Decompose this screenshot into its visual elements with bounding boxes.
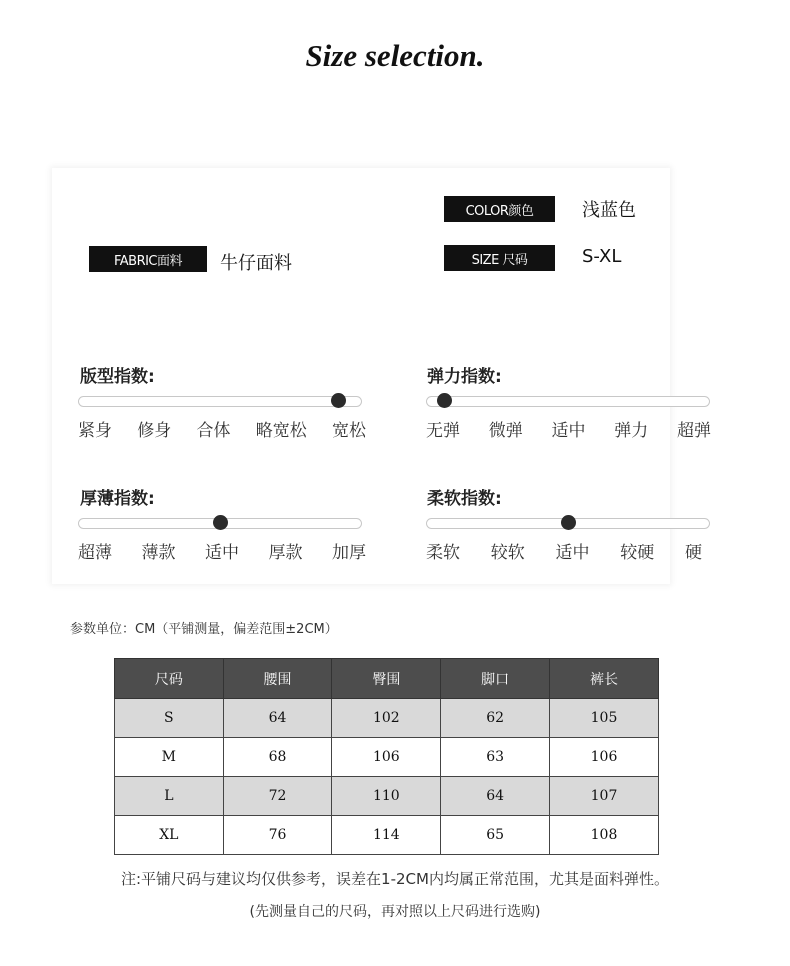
- size-tag: SIZE 尺码: [444, 245, 555, 271]
- softness-scale-knob: [561, 515, 576, 530]
- color-value: 浅蓝色: [582, 200, 636, 221]
- table-cell: 102: [332, 699, 441, 738]
- scale-label: 超薄: [78, 543, 112, 563]
- column-header: 脚口: [441, 659, 550, 699]
- table-cell: M: [115, 738, 224, 777]
- table-row: [115, 738, 659, 777]
- fit-scale-track: [78, 396, 362, 407]
- fit-scale-labels: [78, 416, 366, 441]
- table-cell: 63: [441, 738, 550, 777]
- unit-note: 参数单位：CM（平铺测量，偏差范围±2CM）: [70, 622, 338, 637]
- scale-label: 厚款: [268, 543, 303, 563]
- scale-label: 加厚: [332, 543, 366, 563]
- thickness-scale-track: [78, 518, 362, 529]
- table-cell: 64: [441, 777, 550, 816]
- column-header: 臀围: [332, 659, 441, 699]
- fit-scale-knob: [331, 393, 346, 408]
- table-cell: 64: [223, 699, 332, 738]
- table-cell: 106: [550, 738, 659, 777]
- table-row: [115, 699, 659, 738]
- scale-label: 弹力: [614, 421, 649, 441]
- footer-note: 注:平铺尺码与建议均仅供参考，误差在1-2CM内均属正常范围，尤其是面料弹性。: [121, 870, 669, 888]
- table-row: [115, 777, 659, 816]
- scale-label: 合体: [196, 421, 231, 441]
- scale-label: 超弹: [677, 421, 711, 441]
- scale-label: 微弹: [488, 421, 523, 441]
- column-header: 尺码: [115, 659, 224, 699]
- scale-label: 柔软: [426, 543, 460, 563]
- scale-title-thickness: 厚薄指数:: [80, 489, 155, 509]
- table-cell: 107: [550, 777, 659, 816]
- table-cell: 105: [550, 699, 659, 738]
- table-cell: 106: [332, 738, 441, 777]
- scale-title-fit: 版型指数:: [80, 367, 155, 387]
- table-cell: 76: [223, 816, 332, 855]
- scale-label: 较硬: [620, 543, 655, 563]
- scale-label: 修身: [137, 421, 172, 441]
- thickness-scale-labels: [78, 538, 366, 563]
- elasticity-scale-track: [426, 396, 710, 407]
- thickness-scale-knob: [213, 515, 228, 530]
- scale-label: 适中: [555, 543, 590, 563]
- column-header: 腰围: [223, 659, 332, 699]
- table-cell: 114: [332, 816, 441, 855]
- size-value: S-XL: [582, 246, 622, 267]
- size-table: [114, 658, 659, 855]
- page-title: Size selection.: [305, 38, 485, 73]
- table-cell: 110: [332, 777, 441, 816]
- scale-label: 宽松: [332, 421, 366, 441]
- softness-scale-track: [426, 518, 710, 529]
- scale-label: 略宽松: [255, 421, 307, 441]
- table-row: [115, 816, 659, 855]
- elasticity-scale-knob: [437, 393, 452, 408]
- table-header-row: [115, 659, 659, 699]
- column-header: 裤长: [550, 659, 659, 699]
- table-cell: 65: [441, 816, 550, 855]
- fabric-tag: FABRIC面料: [89, 246, 207, 272]
- fabric-value: 牛仔面料: [220, 253, 292, 274]
- table-cell: 72: [223, 777, 332, 816]
- footer-hint: (先测量自己的尺码，再对照以上尺码进行选购): [249, 904, 541, 920]
- scale-label: 适中: [205, 543, 239, 563]
- color-tag: COLOR颜色: [444, 196, 555, 222]
- scale-label: 较软: [490, 543, 525, 563]
- table-cell: 62: [441, 699, 550, 738]
- scale-label: 紧身: [78, 421, 112, 441]
- scale-label: 适中: [551, 421, 586, 441]
- scale-label: 薄款: [141, 543, 176, 563]
- table-cell: S: [115, 699, 224, 738]
- scale-title-softness: 柔软指数:: [427, 489, 502, 509]
- softness-scale-labels: [426, 538, 702, 563]
- table-cell: 108: [550, 816, 659, 855]
- table-cell: XL: [115, 816, 224, 855]
- table-cell: L: [115, 777, 224, 816]
- elasticity-scale-labels: [426, 416, 711, 441]
- scale-label: 硬: [685, 543, 702, 563]
- scale-title-elasticity: 弹力指数:: [427, 367, 502, 387]
- table-cell: 68: [223, 738, 332, 777]
- scale-label: 无弹: [426, 421, 460, 441]
